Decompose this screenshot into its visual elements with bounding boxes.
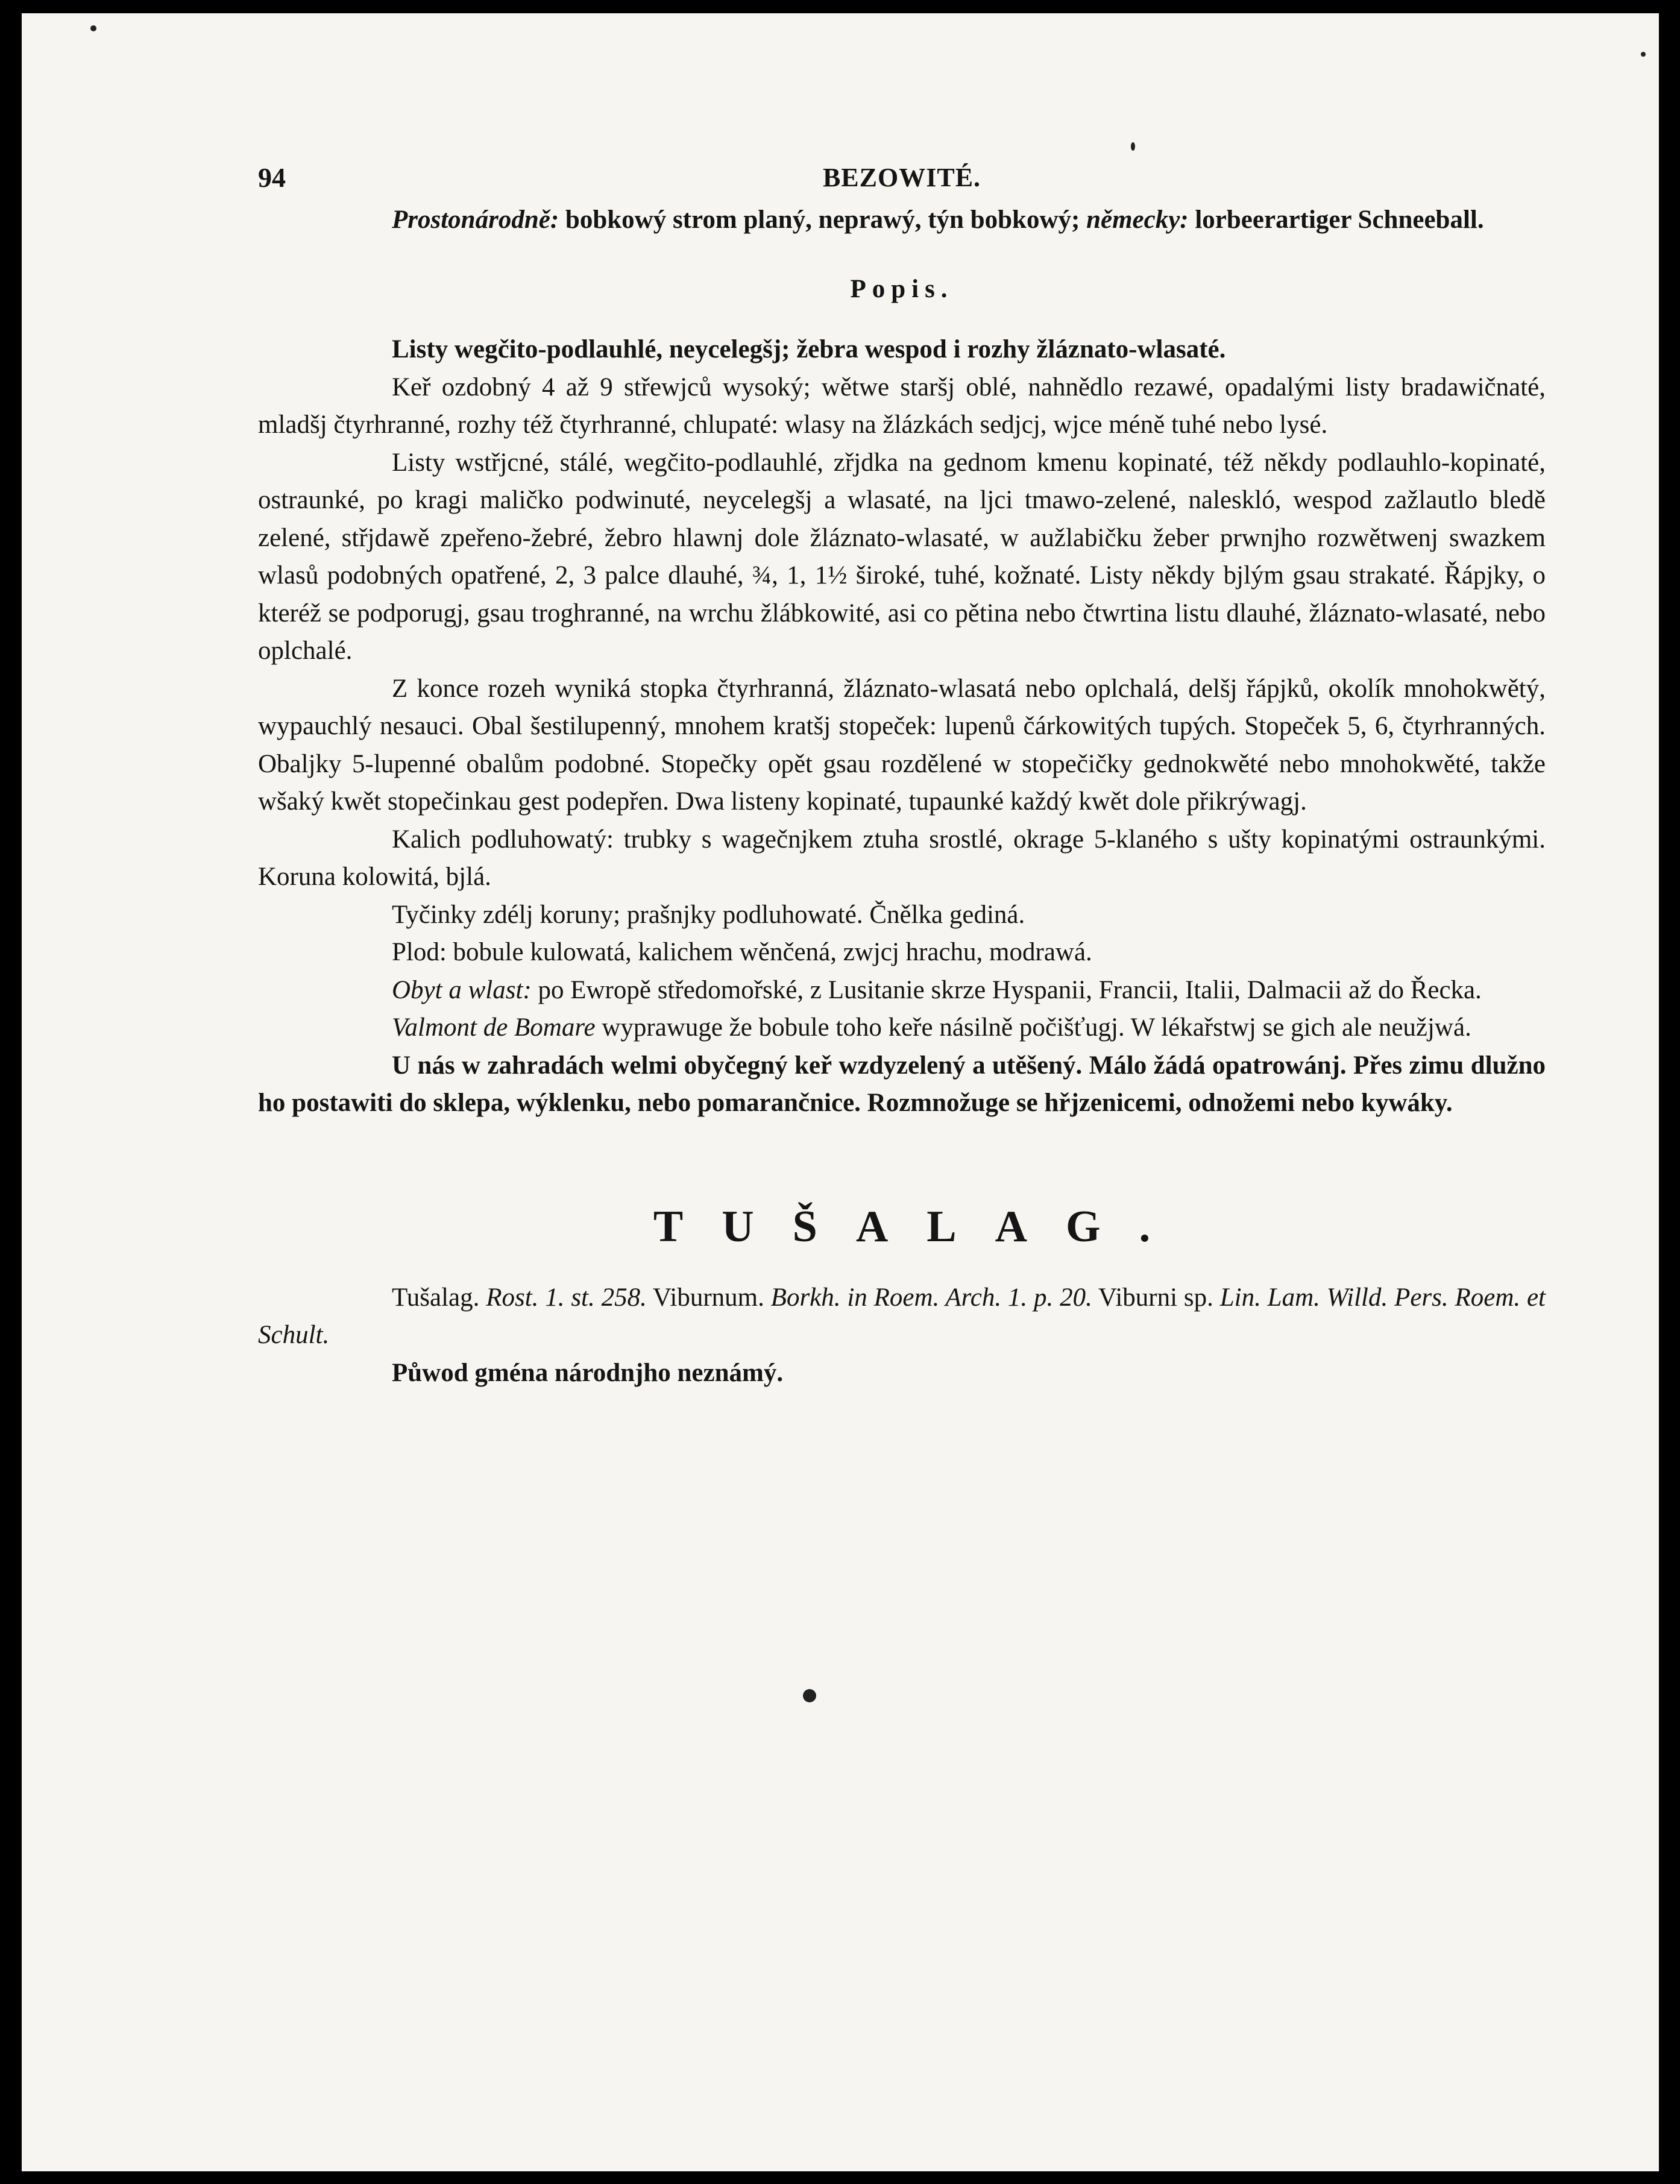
- ink-speck: [1641, 52, 1646, 57]
- section-heading: Popis.: [850, 274, 954, 303]
- genus-origin: Půwod gména národnjho neznámý.: [392, 1358, 784, 1387]
- synonymy-part: Viburnum.: [646, 1283, 771, 1312]
- ink-speck: [803, 1689, 816, 1702]
- synonymy-ref: Lin. Lam. Willd. Pers. Roem. et Schult.: [258, 1283, 1546, 1349]
- german-names: lorbeerartiger Schneeball.: [1188, 206, 1484, 234]
- habit-paragraph: Keř ozdobný 4 až 9 střewjců wysoký; wětwe staršj oblé, nahnědlo rezawé, opadalými listy bradawičnaté, mladšj čtyrhranné, rozhy též čtyrhranné, chlupaté: wlasy na žlázkách sedjcj, wjce méně tuhé nebo lysé.: [258, 373, 1546, 439]
- vernacular-names: [258, 201, 1546, 239]
- synonymy-part: Viburni sp.: [1092, 1283, 1220, 1312]
- synonymy-ref: Rost. 1. st. 258.: [486, 1283, 647, 1312]
- uses-text: wyprawuge že bobule toho keře násilně počišťugj. W lékařstwj se gich ale neužjwá.: [595, 1013, 1471, 1042]
- calyx-paragraph: Kalich podluhowatý: trubky s wagečnjkem ztuha srostlé, okrage 5-klaného s ušty kopinatými ostraunkými. Koruna kolowitá, bjlá.: [258, 825, 1546, 891]
- genus-title: TUŠALAG.: [653, 1201, 1189, 1251]
- running-title: BEZOWITÉ.: [822, 163, 981, 192]
- inflorescence-paragraph: Z konce rozeh wyniká stopka čtyrhranná, žláznato-wlasatá nebo oplchalá, delšj řápjků, okolík mnohokwětý, wypauchlý nesauci. Obal šestilupenný, mnohem kratšj stopeček: lupenů čárkowitých tupých. Stopeček 5, 6, čtyrhranných. Obaljky 5-lupenné obalům podobné. Stopečky opět gsau rozdělené w stopečičky gednokwěté nebo mnohokwěté, takže wšaký kwět stopečinkau gest podepřen. Dwa listeny kopinaté, tupaunké každý kwět dole přikrýwagj.: [258, 674, 1546, 816]
- german-lead: německy:: [1086, 206, 1189, 234]
- page-header: [258, 147, 1546, 201]
- diagnosis-paragraph: Listy wegčito-podlauhlé, neycelegšj; žebra wespod i rozhy žláznato-wlasaté.: [392, 335, 1226, 363]
- vernacular-lead: Prostonárodně:: [392, 206, 559, 234]
- habitat-text: po Ewropě středomořské, z Lusitanie skrze Hyspanii, Francii, Italii, Dalmacii až do Řecka.: [531, 975, 1482, 1004]
- czech-names: bobkowý strom planý, neprawý, týn bobkowý;: [559, 206, 1087, 234]
- page-number: 94: [258, 162, 286, 193]
- synonymy-ref: Borkh. in Roem. Arch. 1. p. 20.: [770, 1283, 1092, 1312]
- genus-synonymy: [258, 1279, 1546, 1355]
- habitat-paragraph: [258, 972, 1546, 1010]
- synonymy-part: Tušalag.: [392, 1283, 486, 1312]
- habitat-lead: Obyt a wlast:: [392, 975, 532, 1004]
- page-text: [258, 147, 1546, 1392]
- fruit-paragraph: Plod: bobule kulowatá, kalichem wěnčená, zwjcj hrachu, modrawá.: [392, 938, 1092, 966]
- uses-paragraph: [258, 1009, 1546, 1047]
- stamens-paragraph: Tyčinky zdélj koruny; prašnjky podluhowaté. Čnělka gediná.: [392, 900, 1025, 929]
- cultivation-paragraph: U nás w zahradách welmi obyčegný keř wzdyzelený a utěšený. Málo žádá opatrowánj. Přes zimu dlužno ho postawiti do sklepa, wýklenku, nebo pomarančnice. Rozmnožuge se hřjzenicemi, odnožemi nebo kywáky.: [258, 1051, 1546, 1117]
- book-page: [22, 13, 1659, 2171]
- leaves-paragraph: Listy wstřjcné, stálé, wegčito-podlauhlé, zřjdka na gednom kmenu kopinaté, též někdy podlauhlo-kopinaté, ostraunké, po kragi maličko podwinuté, neycelegšj a wlasaté, na ljci tmawo-zelené, naleskló, wespod zažlautlo bledě zelené, střjdawě zpeřeno-žebré, žebro hlawnj dole žláznato-wlasaté, w aužlabičku žeber prwnjho rozwětwenj swazkem wlasů podobných opatřené, 2, 3 palce dlauhé, ¾, 1, 1½ široké, tuhé, kožnaté. Listy někdy bjlým gsau strakaté. Řápjky, o kteréž se podporugj, gsau troghranné, na wrchu žlábkowité, asi co pětina nebo čtwrtina listu dlauhé, žláznato-wlasaté, nebo oplchalé.: [258, 448, 1546, 665]
- ink-speck: [90, 25, 96, 31]
- author-name: Valmont de Bomare: [392, 1013, 596, 1042]
